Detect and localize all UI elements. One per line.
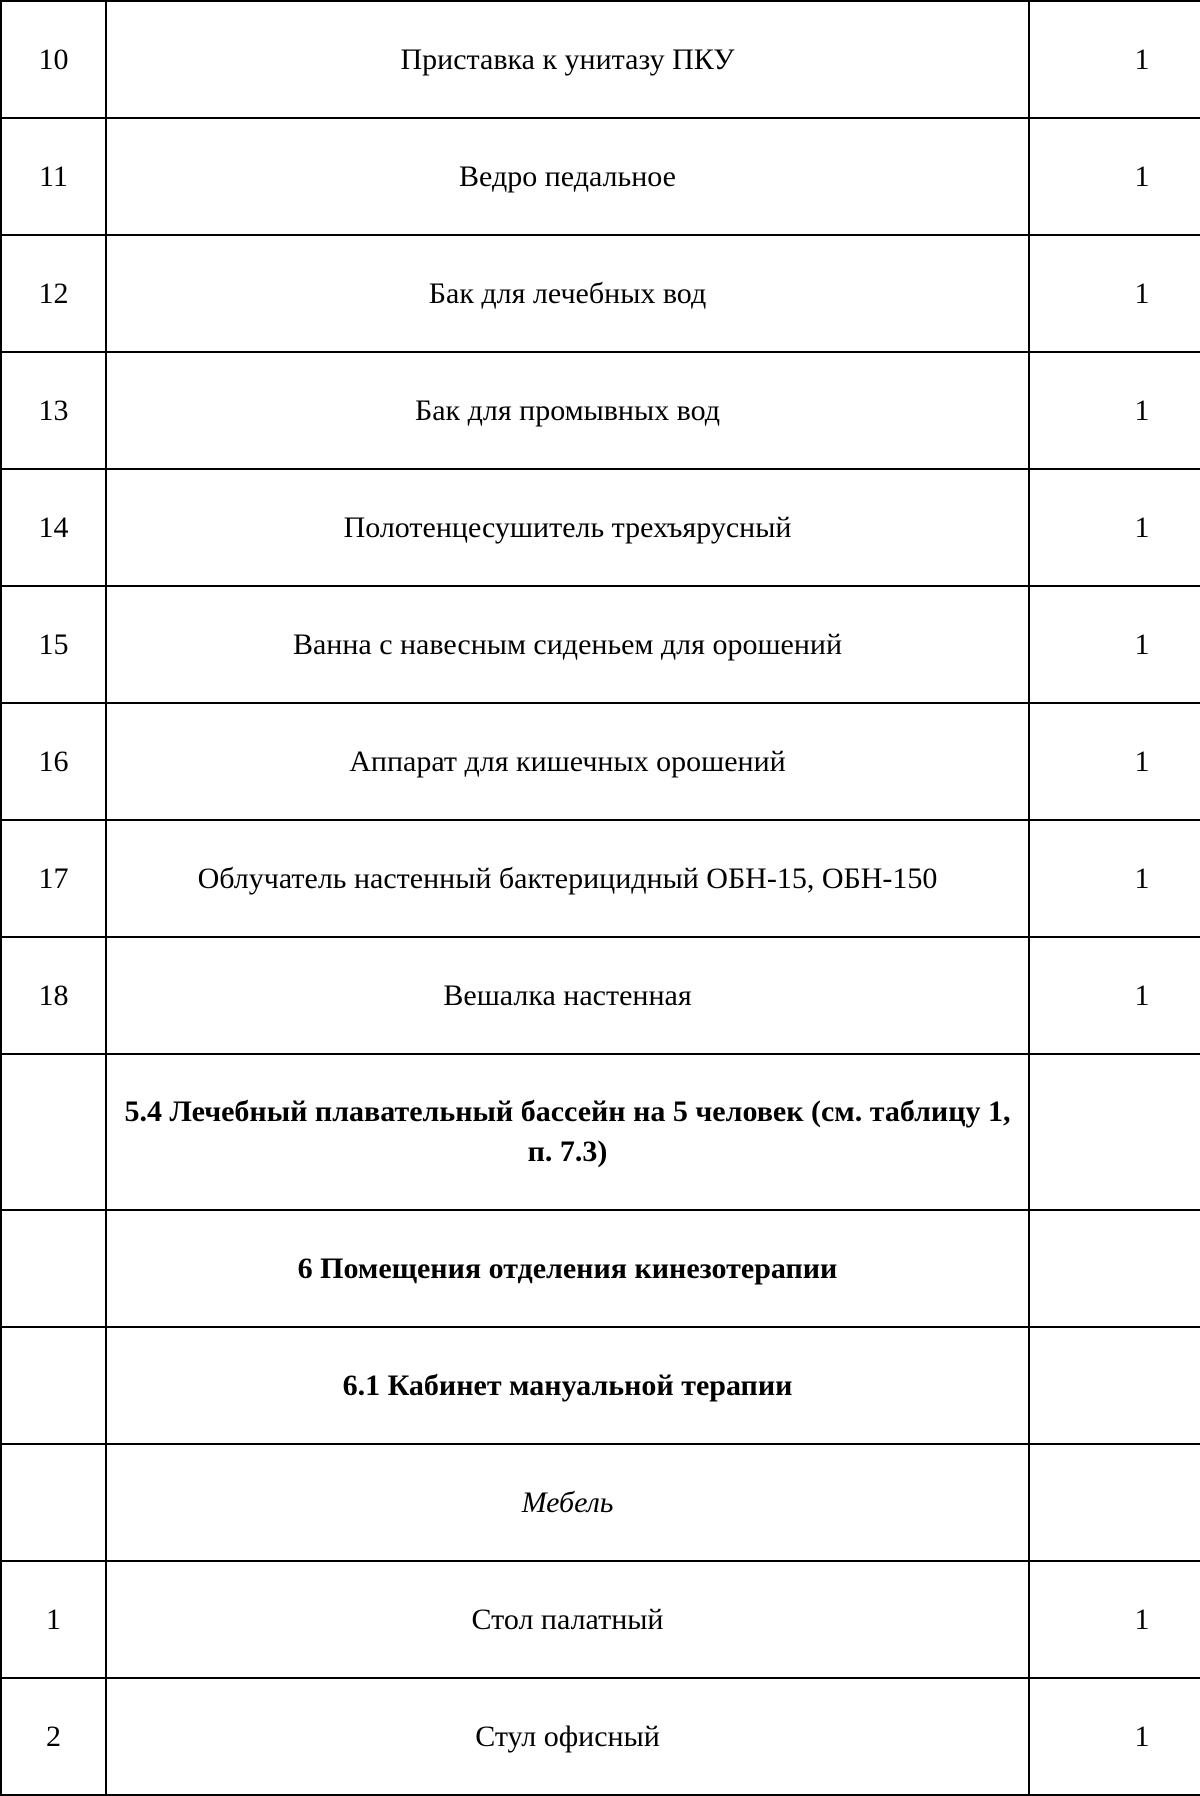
table-row	[1, 820, 1200, 937]
section-heading-row	[1, 1210, 1200, 1327]
row-number	[1, 1327, 106, 1444]
table-row	[1, 235, 1200, 352]
row-number: 10	[1, 1, 106, 118]
item-name: Бак для лечебных вод	[106, 235, 1029, 352]
item-quantity: 1	[1029, 352, 1200, 469]
subsection-heading: 6.1 Кабинет мануальной терапии	[106, 1327, 1029, 1444]
item-quantity: 1	[1029, 1561, 1200, 1678]
row-number: 14	[1, 469, 106, 586]
table-row	[1, 1678, 1200, 1795]
item-quantity: 1	[1029, 118, 1200, 235]
section-heading: 6 Помещения отделения кинезотерапии	[106, 1210, 1029, 1327]
row-number: 13	[1, 352, 106, 469]
table-row	[1, 469, 1200, 586]
row-number: 18	[1, 937, 106, 1054]
row-number: 16	[1, 703, 106, 820]
item-quantity	[1029, 1054, 1200, 1210]
item-quantity	[1029, 1210, 1200, 1327]
item-quantity: 1	[1029, 1, 1200, 118]
row-number: 11	[1, 118, 106, 235]
section-heading-row	[1, 1327, 1200, 1444]
row-number	[1, 1444, 106, 1561]
section-heading: 5.4 Лечебный плавательный бассейн на 5 человек (см. таблицу 1, п. 7.3)	[106, 1054, 1029, 1210]
item-name: Аппарат для кишечных орошений	[106, 703, 1029, 820]
row-number	[1, 1054, 106, 1210]
table-row	[1, 703, 1200, 820]
row-number: 15	[1, 586, 106, 703]
item-quantity: 1	[1029, 235, 1200, 352]
category-row	[1, 1444, 1200, 1561]
category-label: Мебель	[106, 1444, 1029, 1561]
row-number: 12	[1, 235, 106, 352]
section-heading-row	[1, 1054, 1200, 1210]
row-number: 2	[1, 1678, 106, 1795]
item-name: Облучатель настенный бактерицидный ОБН-15, ОБН-150	[106, 820, 1029, 937]
item-name: Вешалка настенная	[106, 937, 1029, 1054]
table-row	[1, 937, 1200, 1054]
item-quantity: 1	[1029, 820, 1200, 937]
table-row	[1, 1, 1200, 118]
item-quantity: 1	[1029, 703, 1200, 820]
item-quantity: 1	[1029, 469, 1200, 586]
item-name: Бак для промывных вод	[106, 352, 1029, 469]
item-quantity: 1	[1029, 586, 1200, 703]
item-quantity	[1029, 1444, 1200, 1561]
item-name: Полотенцесушитель трехъярусный	[106, 469, 1029, 586]
item-name: Стул офисный	[106, 1678, 1029, 1795]
table-row	[1, 118, 1200, 235]
item-quantity: 1	[1029, 1678, 1200, 1795]
item-quantity: 1	[1029, 937, 1200, 1054]
row-number	[1, 1210, 106, 1327]
item-name: Стол палатный	[106, 1561, 1029, 1678]
row-number: 1	[1, 1561, 106, 1678]
item-name: Приставка к унитазу ПКУ	[106, 1, 1029, 118]
row-number: 17	[1, 820, 106, 937]
item-name: Ведро педальное	[106, 118, 1029, 235]
item-quantity	[1029, 1327, 1200, 1444]
item-name: Ванна с навесным сиденьем для орошений	[106, 586, 1029, 703]
table-row	[1, 352, 1200, 469]
table-row	[1, 586, 1200, 703]
table-row	[1, 1561, 1200, 1678]
